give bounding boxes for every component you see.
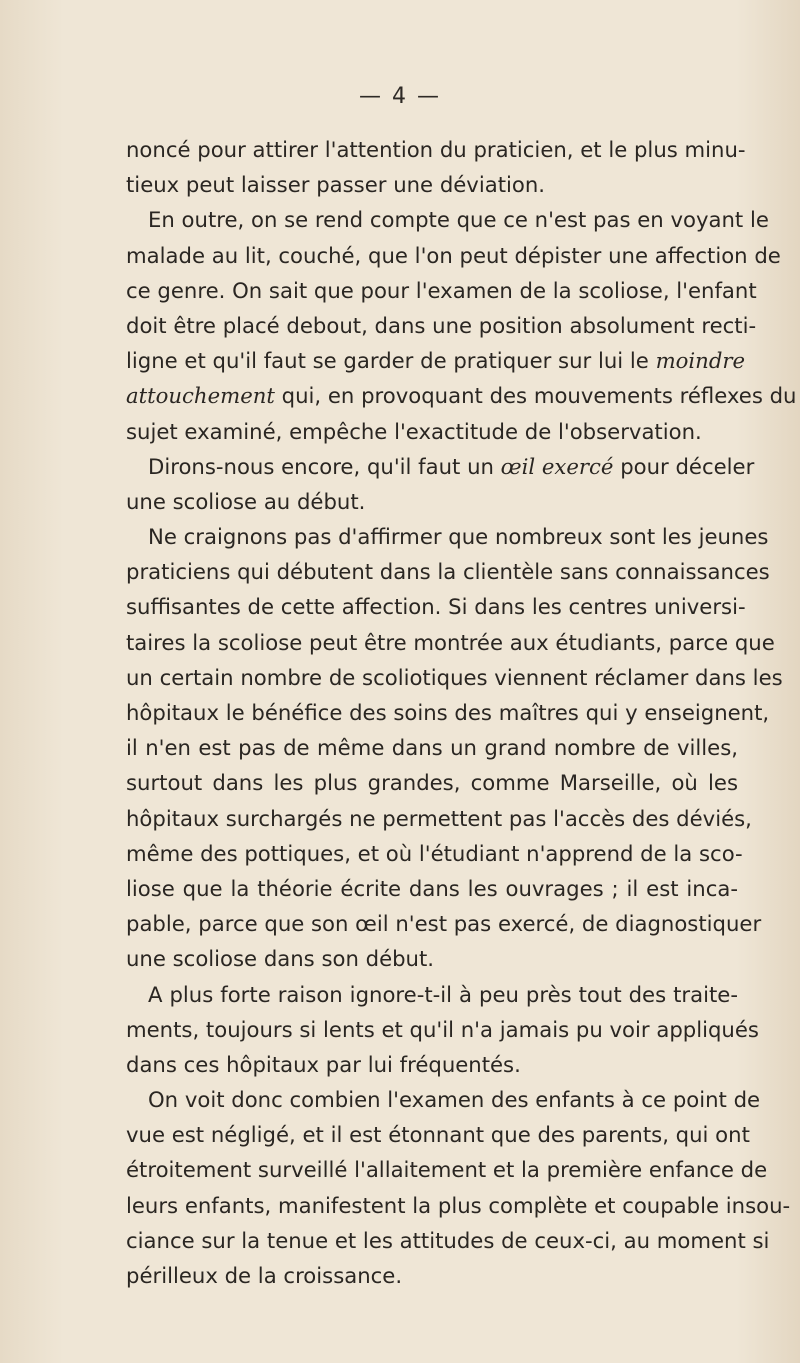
text-line	[126, 730, 738, 765]
text-segment: liose que la théorie écrite dans les ouvrages ; il est inca-	[126, 875, 738, 901]
text-segment: hôpitaux le bénéfice des soins des maîtres qui y enseignent,	[126, 700, 770, 725]
text-line	[126, 273, 757, 308]
text-line	[126, 765, 738, 800]
text-segment: ments, toujours si lents et qu'il n'a jamais pu voir appliqués	[126, 1016, 759, 1042]
text-segment: Dirons-nous encore, qu'il faut un	[148, 453, 501, 479]
text-segment: surtout dans les plus grandes, comme Marseille, où les	[126, 770, 738, 796]
text-line	[126, 589, 746, 624]
text-line	[126, 906, 762, 941]
text-segment: sujet examiné, empêche l'exactitude de l'observation.	[126, 418, 702, 444]
text-segment: une scoliose au début.	[126, 488, 366, 514]
text-segment: ce genre. On sait que pour l'examen de la scoliose, l'enfant	[126, 277, 757, 303]
italic-text: œil exercé	[500, 453, 614, 479]
text-segment: On voit donc combien l'examen des enfants à ce point de	[148, 1087, 761, 1113]
text-line	[126, 1047, 738, 1082]
text-segment: noncé pour attirer l'attention du praticien, et le plus minu-	[126, 137, 746, 162]
text-segment: vue est négligé, et il est étonnant que des parents, qui ont	[126, 1122, 750, 1148]
text-segment: étroitement surveillé l'allaitement et la première enfance de	[126, 1157, 768, 1183]
text-line	[126, 836, 743, 871]
text-segment: praticiens qui débutent dans la clientèle sans connaissances	[126, 559, 770, 585]
text-line	[126, 343, 746, 378]
text-segment: suffisantes de cette affection. Si dans les centres universi-	[126, 594, 746, 620]
text-segment: pour déceler	[613, 453, 755, 479]
text-segment: malade au lit, couché, que l'on peut dépister une affection de	[126, 242, 781, 268]
text-line	[126, 1012, 759, 1047]
text-segment: taires la scoliose peut être montrée aux étudiants, parce que	[126, 629, 775, 655]
text-segment: A plus forte raison ignore-t-il à peu près tout des traite-	[148, 981, 738, 1007]
text-line	[126, 660, 783, 695]
text-segment: qui, en provoquant des mouvements réflexes du	[274, 383, 797, 409]
text-segment: doit être placé debout, dans une position absolument recti-	[126, 312, 757, 338]
text-line	[126, 554, 770, 589]
text-line	[126, 378, 797, 413]
text-line	[126, 871, 738, 906]
italic-text: moindre	[655, 348, 746, 374]
text-segment: hôpitaux surchargés ne permettent pas l'accès des déviés,	[126, 805, 752, 831]
text-line	[126, 941, 738, 976]
text-segment: périlleux de la croissance.	[126, 1263, 403, 1288]
text-segment: tieux peut laisser passer une déviation.	[126, 172, 546, 198]
text-segment: En outre, on se rend compte que ce n'est pas en voyant le	[148, 207, 769, 233]
text-line	[126, 1117, 750, 1152]
text-segment: Ne craignons pas d'affirmer que nombreux sont les jeunes	[148, 524, 769, 550]
text-line	[126, 1082, 761, 1117]
text-line	[126, 167, 738, 202]
text-line	[126, 1223, 770, 1258]
text-line	[126, 625, 775, 660]
page-number: — 4 —	[359, 84, 441, 109]
text-segment: une scoliose dans son début.	[126, 946, 435, 972]
text-line	[126, 519, 769, 554]
text-line	[126, 238, 781, 273]
text-segment: pable, parce que son œil n'est pas exercé, de diagnostiquer	[126, 911, 762, 937]
text-line	[126, 801, 752, 836]
text-line	[126, 484, 738, 519]
text-line	[126, 1258, 738, 1293]
text-line	[126, 414, 738, 449]
text-segment: même des pottiques, et où l'étudiant n'apprend de la sco-	[126, 840, 743, 866]
text-line	[126, 449, 755, 484]
text-line	[126, 1152, 768, 1187]
text-segment: un certain nombre de scoliotiques viennent réclamer dans les	[126, 664, 783, 690]
text-segment: il n'en est pas de même dans un grand nombre de villes,	[126, 735, 738, 761]
text-line	[126, 132, 746, 167]
text-segment: dans ces hôpitaux par lui fréquentés.	[126, 1051, 521, 1077]
text-line	[126, 202, 769, 237]
text-line	[126, 695, 770, 730]
text-segment: ligne et qu'il faut se garder de pratiquer sur lui le	[126, 348, 656, 374]
italic-text: attouchement	[126, 383, 275, 409]
text-line	[126, 1188, 791, 1223]
text-line	[126, 977, 738, 1012]
body-text	[126, 132, 797, 1293]
text-line	[126, 308, 757, 343]
text-segment: ciance sur la tenue et les attitudes de ceux-ci, au moment si	[126, 1227, 770, 1253]
text-segment: leurs enfants, manifestent la plus complète et coupable insou-	[126, 1192, 791, 1218]
